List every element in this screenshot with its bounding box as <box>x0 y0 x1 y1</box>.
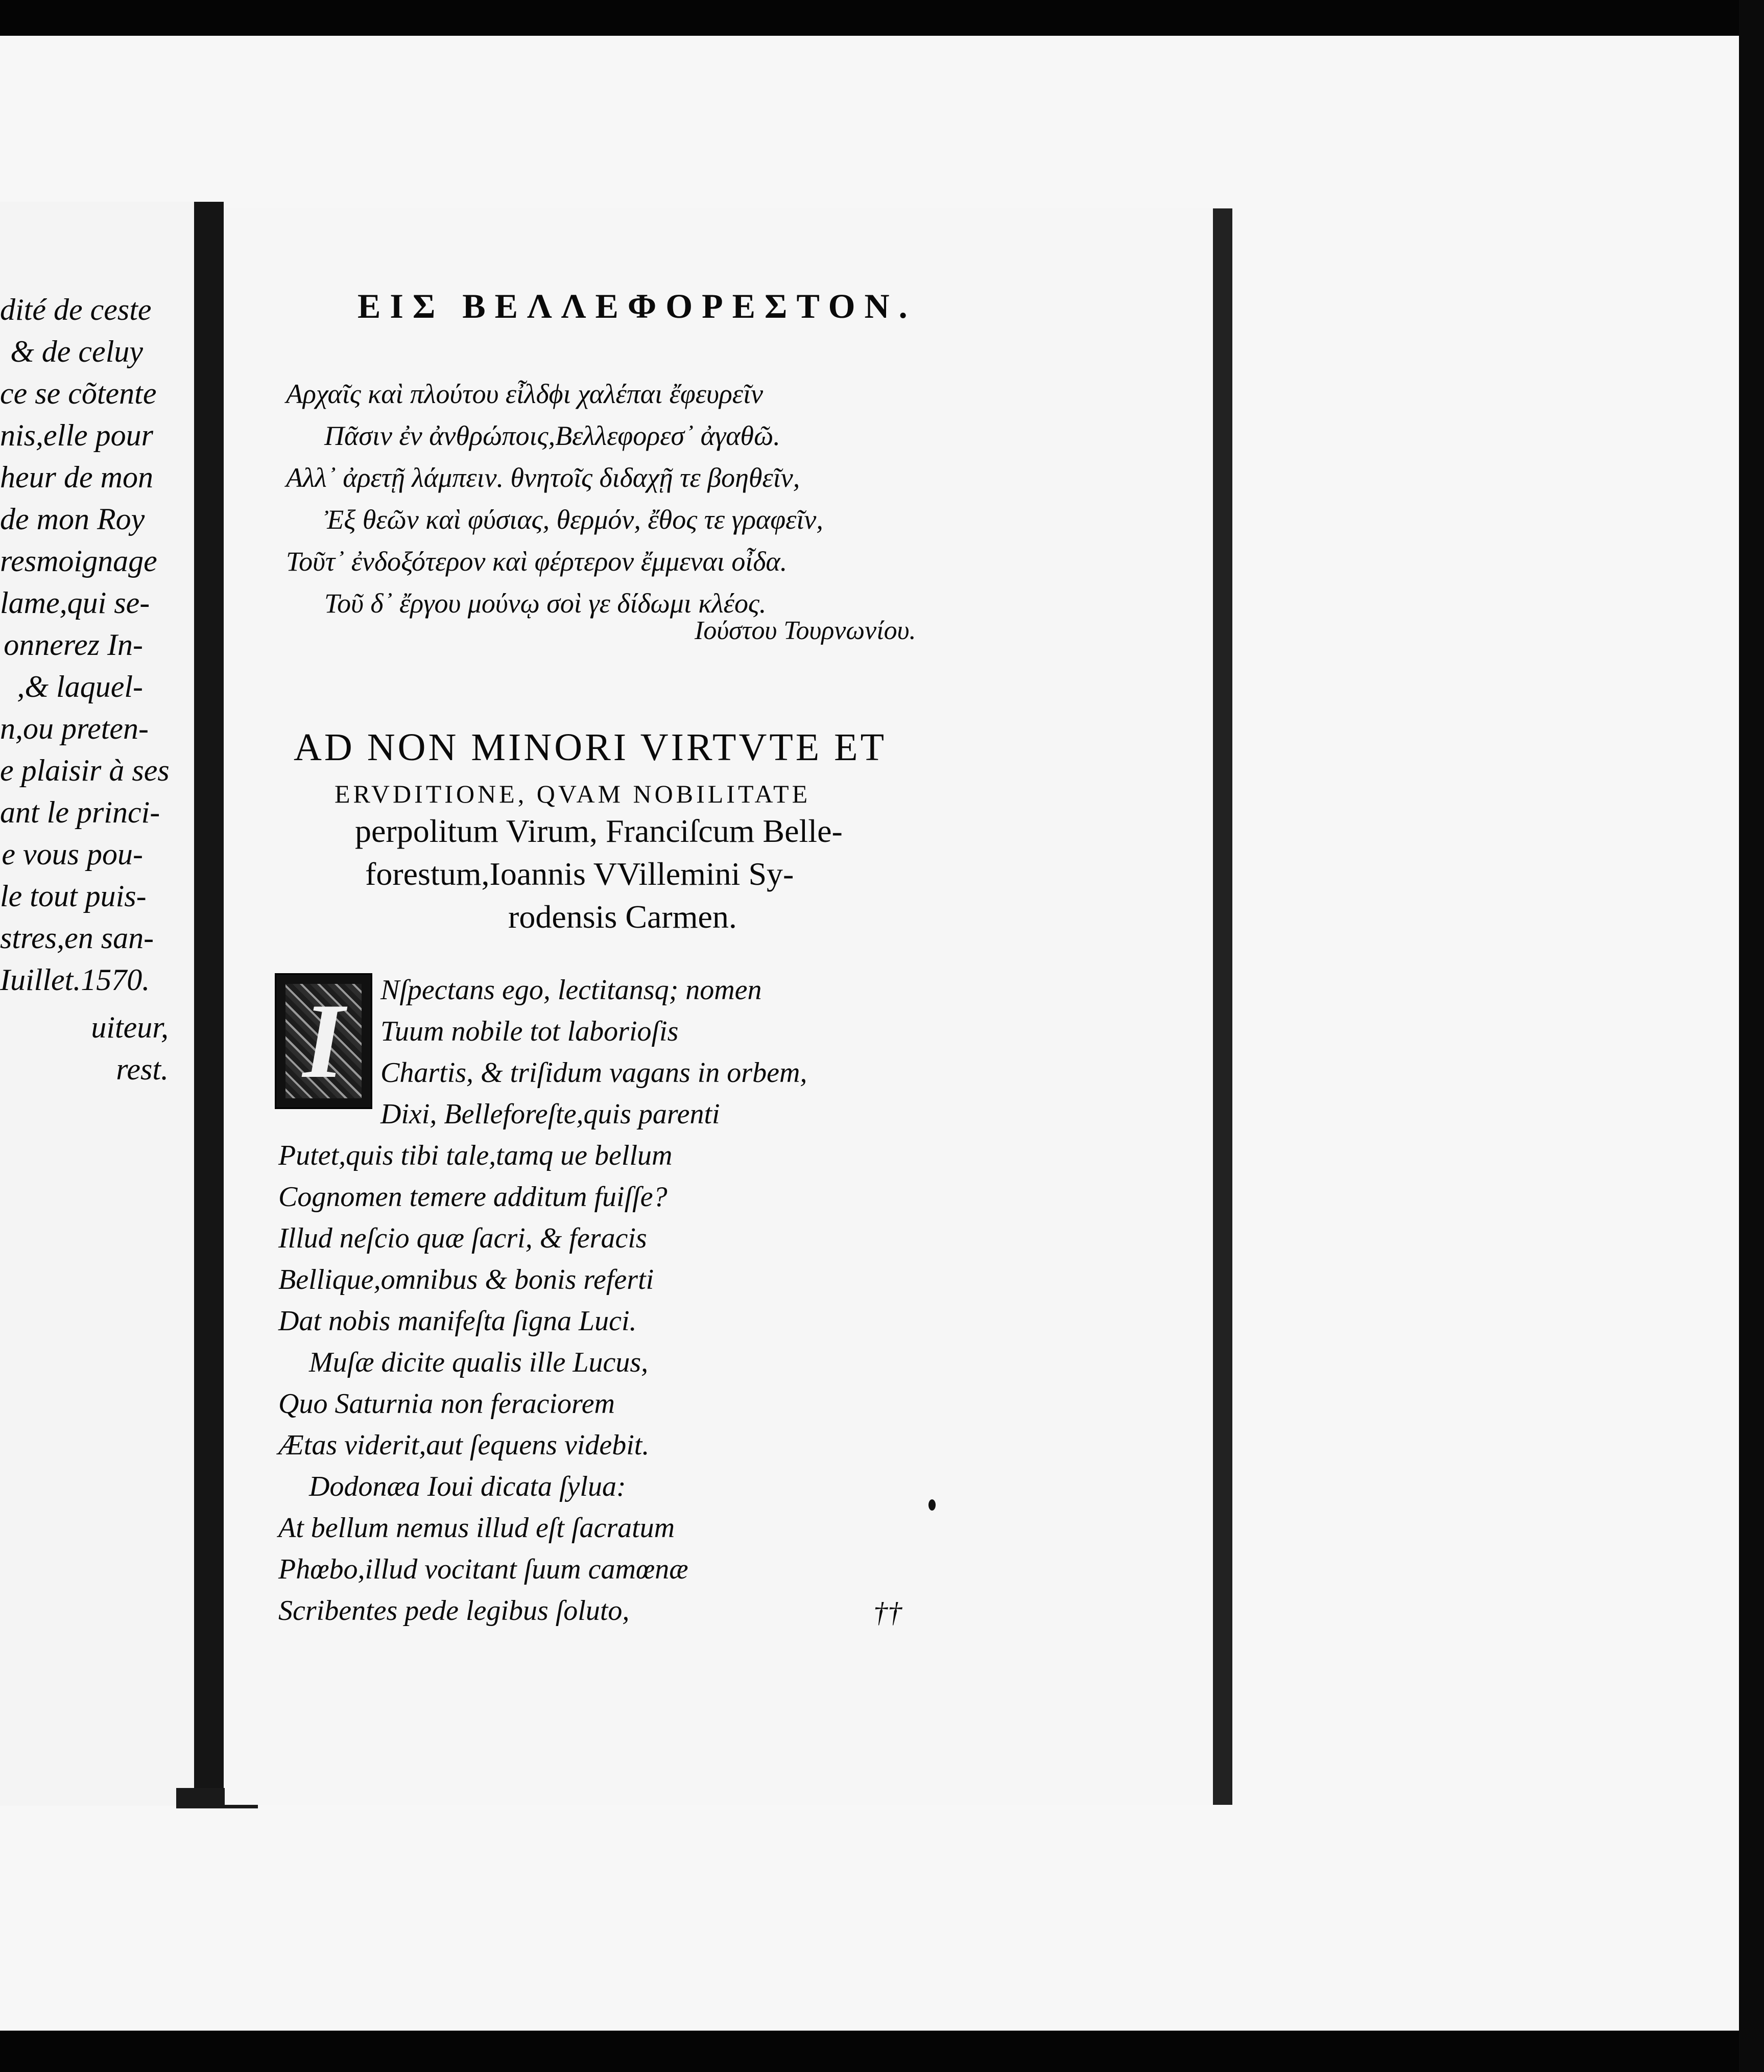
poem-line: Putet,quis tibi tale,tamq ue bellum <box>278 1140 673 1171</box>
latin-heading-line: perpolitum Virum, Franciſcum Belle- <box>355 813 843 849</box>
left-line: ce se cõtente <box>0 376 157 410</box>
page-edge-shadow <box>1213 208 1232 1805</box>
left-page-text <box>0 289 204 1001</box>
left-line: & de celuy <box>10 335 143 368</box>
greek-line: Αρχαῖς καὶ πλούτου εἶλδϕι χαλέπαι ἔφευρεῖν <box>286 379 764 409</box>
poem-line: Illud neſcio quæ ſacri, & feracis <box>278 1222 647 1254</box>
latin-heading-line-1: AD NON MINORI VIRTVTE ET <box>294 726 887 769</box>
poem-line: Dodonæa Ioui dicata ſylua: <box>309 1471 626 1502</box>
latin-heading-line: rodensis Carmen. <box>508 899 737 935</box>
latin-heading-dedication <box>355 810 1019 938</box>
left-line: e vous pou- <box>2 837 143 871</box>
poem-line: Phœbo,illud vocitant ſuum camœnæ <box>278 1553 688 1585</box>
poem-line: Bellique,omnibus & bonis referti <box>278 1264 654 1296</box>
left-line: resmoignage <box>0 544 157 578</box>
poem-line: Nſpectans ego, lectitansq; nomen <box>380 974 762 1006</box>
greek-line: Πᾶσιν ἐν ἀνθρώποις,Βελλεφορεσ᾽ ἀγαθῶ. <box>324 420 780 451</box>
left-page-closing <box>15 1006 169 1090</box>
latin-heading-line-2: ERVDITIONE, QVAM NOBILITATE <box>335 780 811 808</box>
poem-line: Tuum nobile tot laborioſis <box>380 1016 679 1047</box>
left-line: n,ou preten- <box>0 712 149 745</box>
greek-poem-title: ΕΙΣ ΒΕΛΛΕΦΟΡΕΣΤΟΝ. <box>357 287 917 325</box>
left-line: ant le princi- <box>0 795 160 829</box>
left-closing-line: uiteur, <box>91 1010 169 1044</box>
left-line: Iuillet.1570. <box>0 963 150 997</box>
poem-line: Dat nobis manifeſta ſigna Luci. <box>278 1305 637 1337</box>
greek-line: Αλλ᾽ ἀρετῇ λάμπειν. θνητοῖς διδαχῇ τε βοηθεῖν, <box>286 462 800 493</box>
poem-line: At bellum nemus illud eſt ſacratum <box>278 1512 675 1544</box>
ink-spot <box>928 1499 936 1511</box>
book-gutter <box>194 202 224 1803</box>
poem-line: Ætas viderit,aut ſequens videbit. <box>278 1429 650 1461</box>
scan-frame-top <box>0 0 1764 36</box>
greek-poem <box>286 373 1001 624</box>
latin-heading-line: forestum,Ioannis VVillemini Sy- <box>365 856 794 892</box>
poem-line: Scribentes pede legibus ſoluto, <box>278 1595 630 1627</box>
left-line: dité de ceste <box>0 293 152 326</box>
greek-line: Ἐξ θεῶν καὶ φύσιας, θερμόν, ἔθος τε γραφεῖν, <box>324 504 823 535</box>
poem-line: Dixi, Belleforeſte,quis parenti <box>380 1098 720 1130</box>
left-line: ,& laquel- <box>17 670 143 703</box>
left-line: stres,en san- <box>0 921 154 955</box>
dropcap-letter: I <box>302 982 345 1100</box>
left-line: de mon Roy <box>0 502 145 536</box>
left-line: le tout puis- <box>0 879 147 913</box>
left-line: nis,elle pour <box>0 418 153 452</box>
scan-frame-bottom <box>0 2031 1764 2072</box>
left-closing-line: rest. <box>116 1052 169 1086</box>
signature-mark: †† <box>873 1597 902 1629</box>
left-line: heur de mon <box>0 460 153 494</box>
poem-line: Chartis, & triſidum vagans in orbem, <box>380 1057 807 1089</box>
greek-poem-author: Ιούστου Τουρνωνίου. <box>695 616 916 645</box>
left-line: lame,qui se- <box>0 586 150 620</box>
greek-line: Τοῦ δ᾽ ἔργου μούνῳ σοὶ γε δίδωμι κλέος. <box>324 588 767 619</box>
left-line: onnerez In- <box>4 628 143 662</box>
greek-line: Τοῦτ᾽ ἐνδοξότερον καὶ φέρτερον ἔμμεναι οἶδα. <box>286 546 788 577</box>
left-line: e plaisir à ses <box>0 754 170 787</box>
poem-line: Quo Saturnia non feraciorem <box>278 1388 615 1420</box>
poem-line: Muſæ dicite qualis ille Lucus, <box>309 1347 649 1378</box>
left-page <box>0 202 209 1806</box>
scan-frame-right <box>1739 0 1764 2072</box>
poem-line: Cognomen temere additum fuiſſe? <box>278 1181 668 1213</box>
latin-poem <box>278 970 1044 1632</box>
